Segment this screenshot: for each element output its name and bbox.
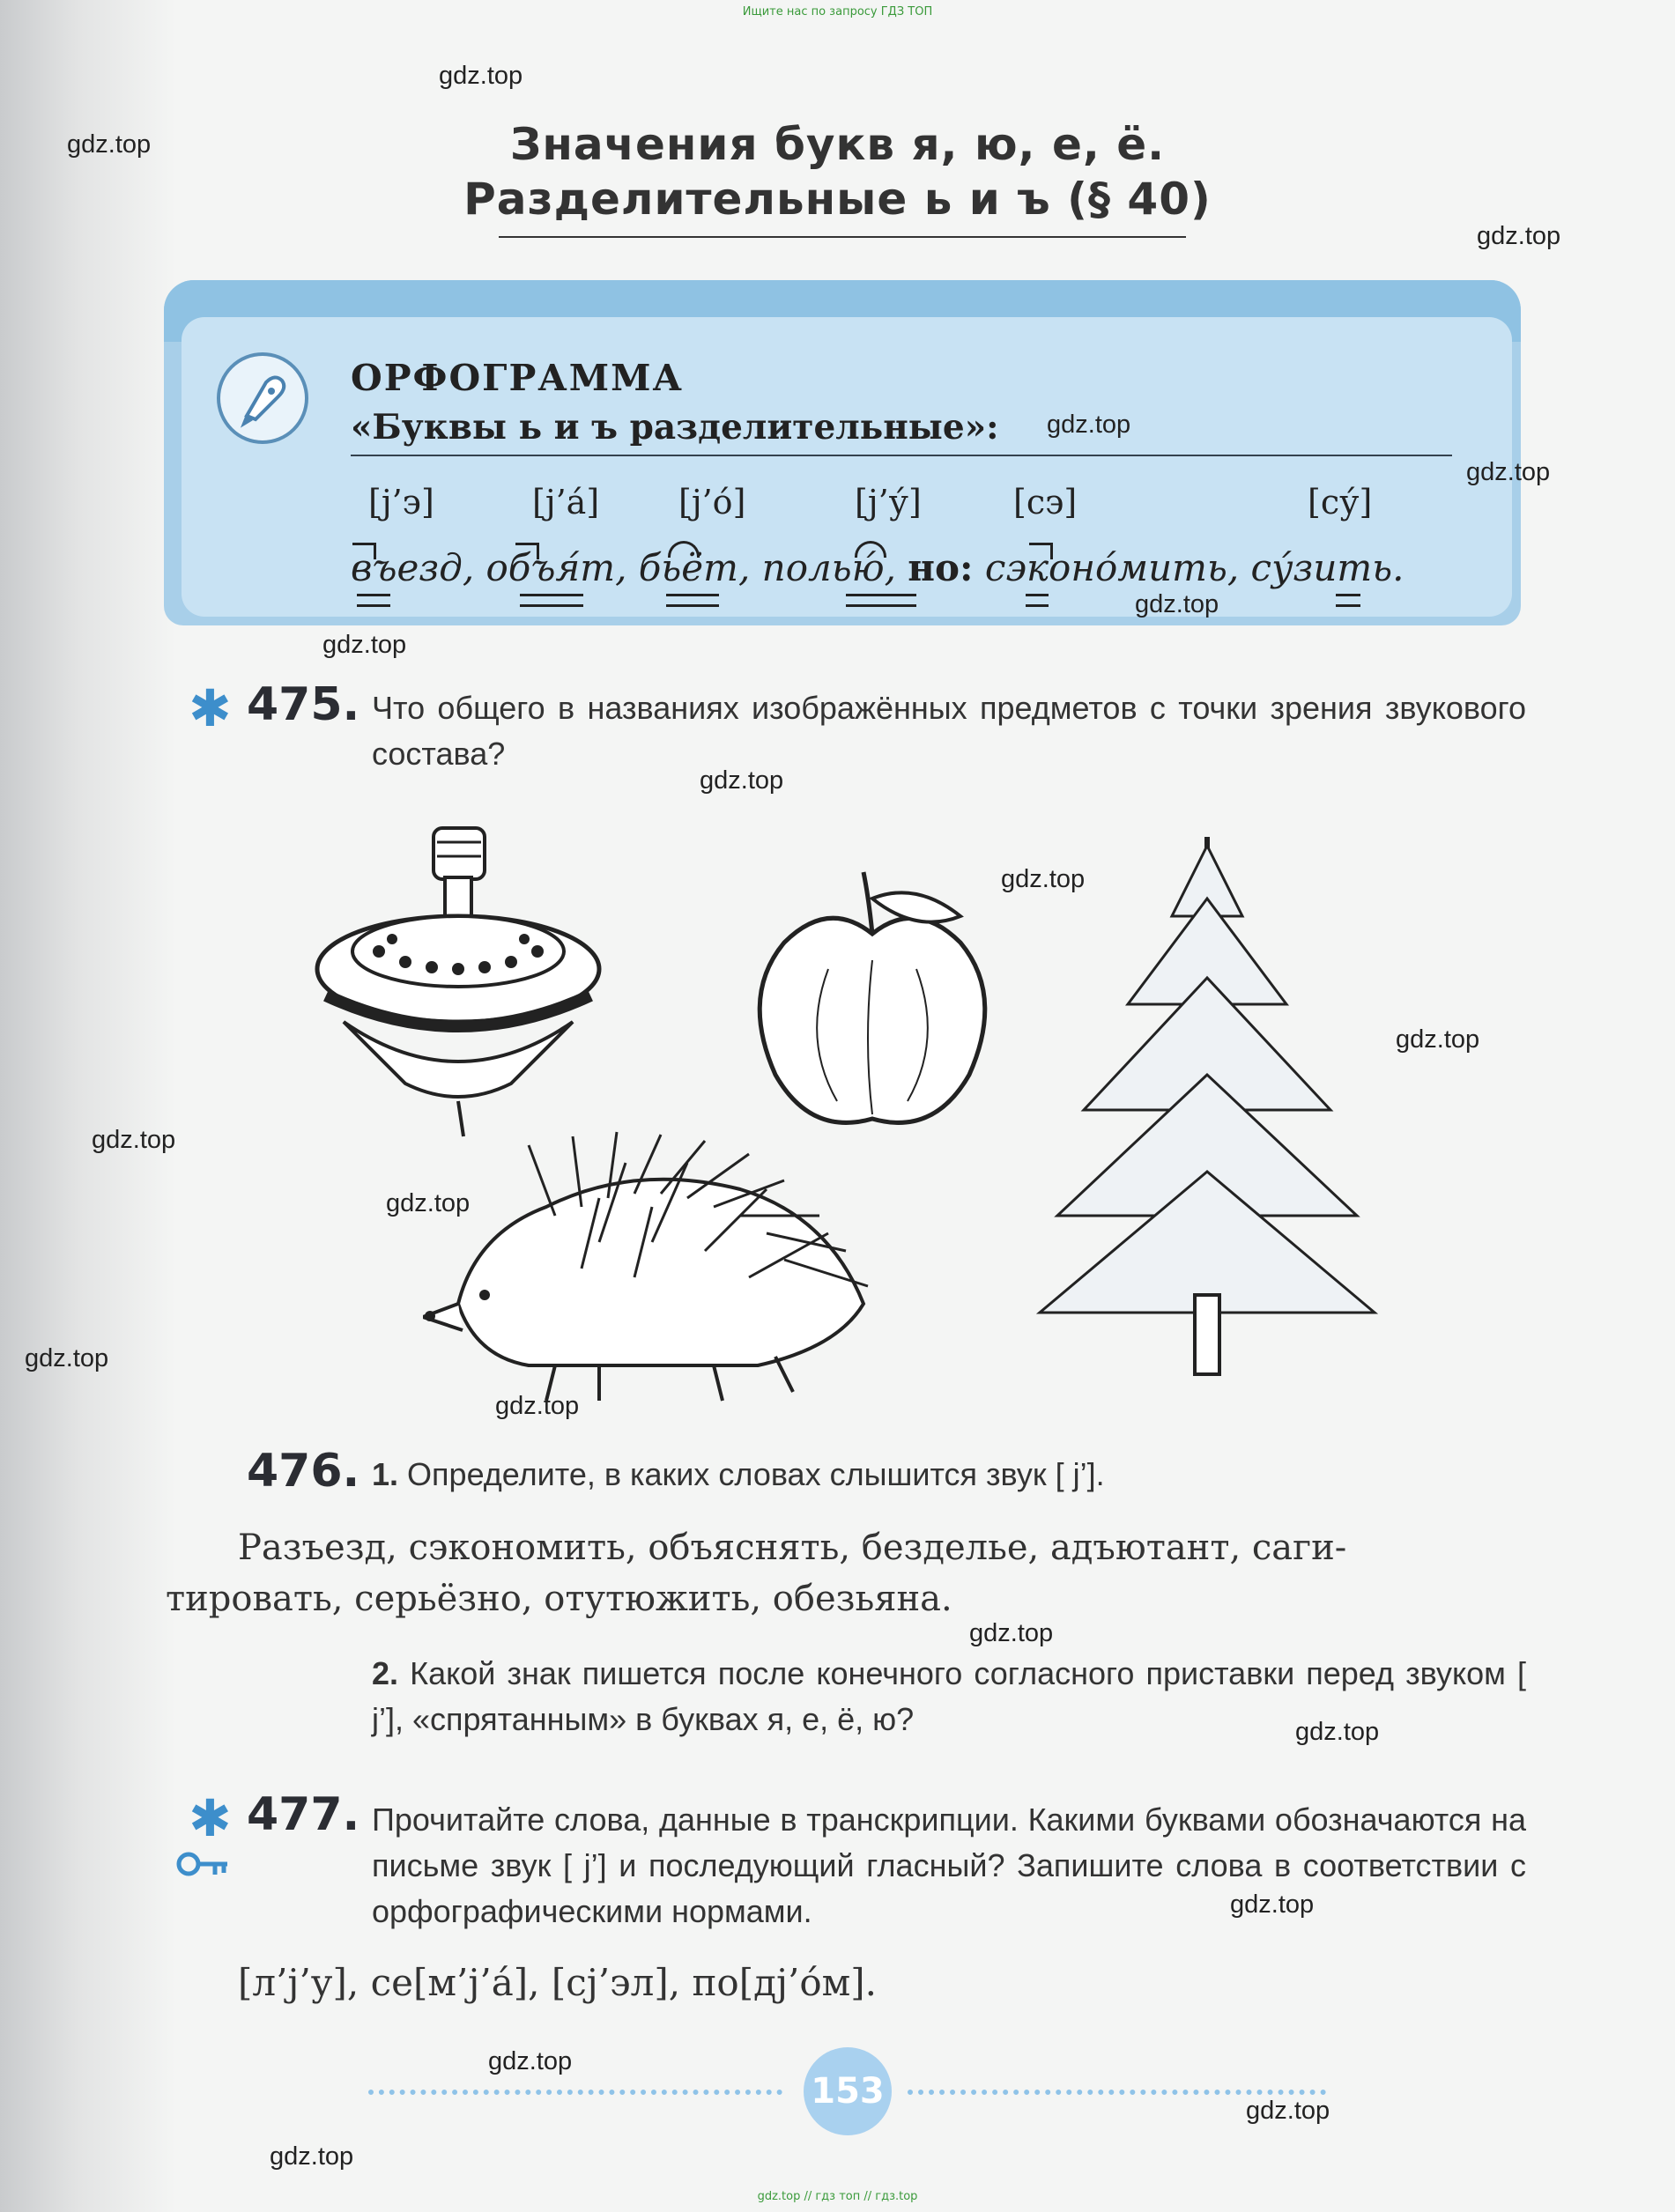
page-shadow	[0, 0, 176, 2212]
key-icon	[176, 1846, 229, 1882]
page-title-line2: Разделительные ь и ъ (§ 40)	[463, 174, 1212, 225]
rule-subtitle: «Буквы ь и ъ разделительные»:	[351, 407, 999, 448]
watermark: gdz.top	[1396, 1025, 1480, 1054]
letter-underline-1	[357, 594, 390, 607]
transcription-1: [j’э]	[368, 483, 434, 522]
apple	[740, 863, 1004, 1145]
exercise-475-number: 475.	[247, 678, 360, 731]
watermark: gdz.top	[322, 631, 407, 659]
exercise-477-text: Прочитайте слова, данные в транскрипции. Какими буквами обозначаются на письме звук [ j’] и последующий гласный? Запишите слова в соответствии с орфографическими нормами.	[372, 1801, 1526, 1929]
watermark: gdz.top	[969, 1619, 1054, 1647]
transcription-5: [сэ]	[1013, 483, 1078, 522]
watermark: gdz.top	[1466, 458, 1551, 486]
transcription-6: [су́]	[1308, 483, 1373, 522]
watermark: gdz.top	[488, 2047, 573, 2075]
exercise-477-number: 477.	[247, 1788, 360, 1841]
watermark: gdz.top	[1477, 222, 1561, 250]
rule-subtitle-line	[351, 455, 1452, 456]
watermark: gdz.top	[270, 2142, 354, 2171]
transcription-4: [j’у́]	[855, 483, 922, 522]
exercise-476-words-line2: тировать, серьёзно, отутюжить, обезьяна.	[166, 1579, 952, 1619]
watermark: gdz.top	[1135, 590, 1219, 618]
watermark: gdz.top	[700, 766, 784, 795]
pen-nib-icon	[217, 352, 308, 444]
exercise-476-number: 476.	[247, 1445, 360, 1498]
star-icon-2: ✱	[189, 1788, 232, 1848]
exercise-476-part1-text: Определите, в каких словах слышится звук [ j’].	[407, 1456, 1105, 1492]
transcription-3: [j’о́]	[678, 483, 746, 522]
watermark: gdz.top	[439, 62, 523, 90]
transcription-2: [j’а́]	[532, 483, 600, 522]
rule-examples-part1: въезд, объя́т, бьёт, полью́,	[351, 546, 896, 589]
rule-examples-part2: сэконо́мить, су́зить.	[984, 546, 1404, 589]
spinning-top	[291, 819, 626, 1154]
watermark: gdz.top	[1230, 1890, 1315, 1919]
letter-underline-4	[846, 594, 916, 607]
watermark: gdz.top	[1295, 1718, 1380, 1746]
page-title-line1: Значения букв я, ю, е, ё.	[509, 119, 1166, 170]
exercise-476-part2-text: Какой знак пишется после конечного согласного приставки перед звуком [ j’], «спрятанным» в буквах я, е, ё, ю?	[372, 1655, 1526, 1737]
page-dots-right	[908, 2090, 1326, 2095]
exercise-476-part2-num: 2.	[372, 1655, 399, 1691]
watermark: gdz.top	[1001, 865, 1086, 893]
exercise-477-words: [л’j’у], се[м’j’а́], [сj’эл], по[дj’о́м].	[238, 1961, 878, 2004]
header-note: Ищите нас по запросу ГДЗ ТОП	[742, 5, 933, 18]
rule-heading: ОРФОГРАММА	[351, 357, 684, 399]
title-underline	[499, 236, 1186, 238]
exercise-476-part1-num: 1.	[372, 1456, 399, 1492]
watermark: gdz.top	[495, 1392, 580, 1420]
fir-tree	[1022, 819, 1392, 1383]
exercise-475-text: Что общего в названиях изображённых предметов с точки зрения звукового состава?	[372, 690, 1526, 772]
exercise-476-part1	[372, 1452, 1105, 1498]
letter-underline-3	[666, 594, 719, 607]
letter-underline-5	[1026, 594, 1049, 607]
watermark: gdz.top	[67, 130, 152, 159]
hedgehog	[423, 1128, 881, 1418]
letter-underline-6	[1336, 594, 1360, 607]
watermark: gdz.top	[25, 1344, 109, 1372]
star-icon: ✱	[189, 678, 232, 738]
rule-examples	[351, 546, 1404, 589]
watermark: gdz.top	[1047, 411, 1131, 439]
letter-underline-2	[520, 594, 583, 607]
footer-note: gdz.top // гдз топ // гдз.top	[757, 2190, 918, 2203]
rule-examples-but: но:	[908, 546, 974, 589]
watermark: gdz.top	[92, 1126, 176, 1154]
watermark: gdz.top	[386, 1189, 471, 1217]
page-number: 153	[804, 2047, 892, 2135]
page-dots-left	[368, 2090, 782, 2095]
watermark: gdz.top	[1246, 2097, 1330, 2125]
exercise-476-words-line1: Разъезд, сэкономить, объяснять, безделье, адъютант, саги-	[238, 1528, 1347, 1568]
